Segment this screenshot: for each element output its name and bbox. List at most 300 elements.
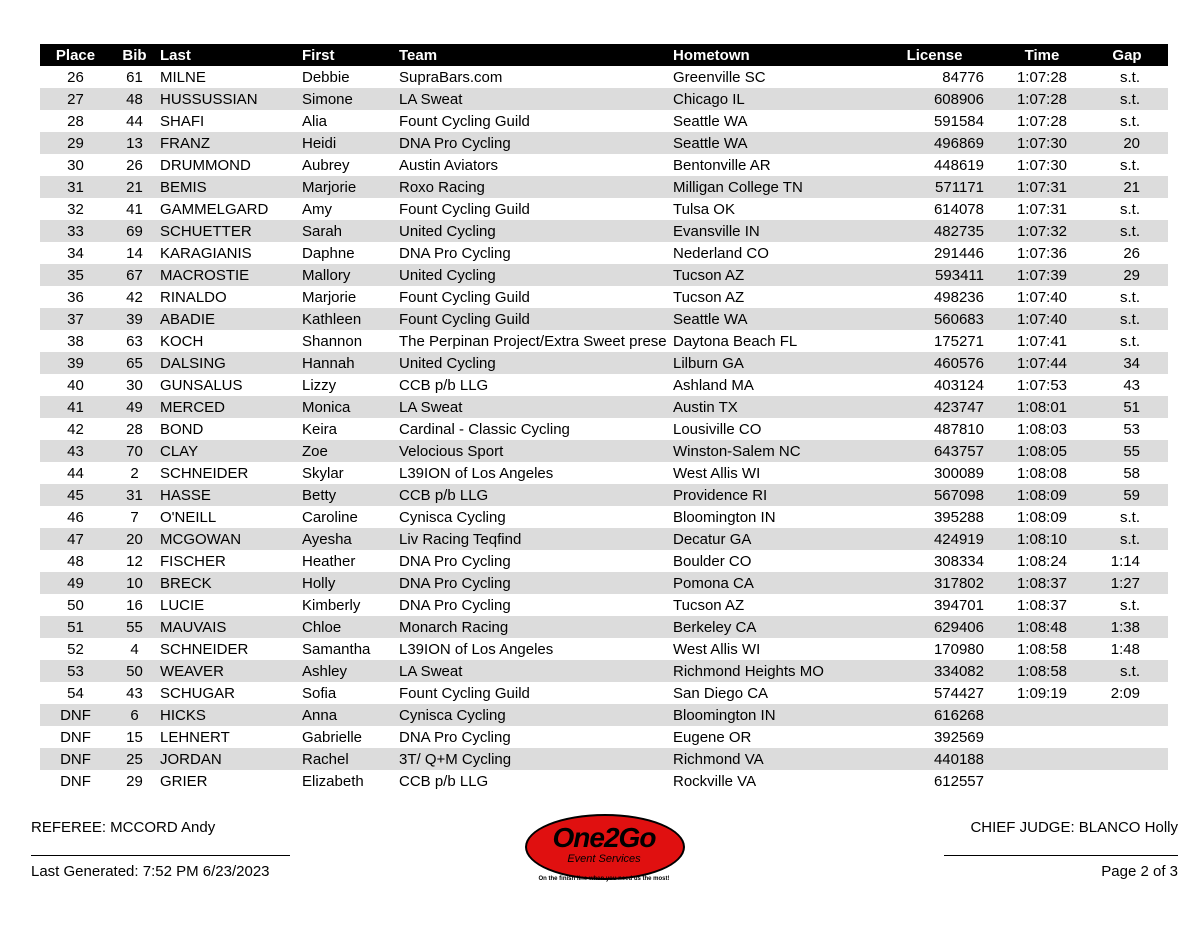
cell-place: 36 bbox=[67, 288, 84, 306]
cell-time: 1:08:03 bbox=[1016, 420, 1068, 438]
cell-bib: 70 bbox=[111, 440, 158, 462]
cell-hometown: San Diego CA bbox=[673, 684, 769, 702]
cell-team: Velocious Sport bbox=[397, 440, 671, 462]
cell-hometown: Ashland MA bbox=[673, 376, 754, 394]
cell-time: 1:08:10 bbox=[998, 528, 1086, 550]
cell-first: Shannon bbox=[302, 332, 363, 350]
cell-first: Betty bbox=[300, 484, 397, 506]
cell-gap: 1:48 bbox=[1110, 640, 1140, 658]
cell-first: Caroline bbox=[302, 508, 358, 526]
table-row bbox=[40, 726, 1168, 748]
cell-last: FRANZ bbox=[158, 132, 300, 154]
cell-last: MERCED bbox=[158, 396, 300, 418]
table-row bbox=[40, 660, 1168, 682]
cell-hometown: Providence RI bbox=[671, 484, 871, 506]
cell-place: 44 bbox=[67, 464, 84, 482]
cell-time: 1:08:09 bbox=[998, 484, 1086, 506]
cell-gap: s.t. bbox=[1119, 68, 1140, 86]
cell-time: 1:07:32 bbox=[998, 220, 1086, 242]
cell-time: 1:08:58 bbox=[998, 660, 1086, 682]
cell-license: 487810 bbox=[933, 420, 984, 438]
cell-team: Fount Cycling Guild bbox=[399, 684, 530, 702]
cell-bib: 10 bbox=[111, 572, 158, 594]
cell-time bbox=[998, 726, 1086, 748]
cell-gap: s.t. bbox=[1119, 596, 1140, 614]
cell-gap: s.t. bbox=[1119, 508, 1140, 526]
cell-first: Elizabeth bbox=[302, 772, 364, 790]
table-row bbox=[40, 154, 1168, 176]
cell-gap: s.t. bbox=[1086, 308, 1168, 330]
col-header-bib: Bib bbox=[111, 44, 158, 66]
cell-license: 423747 bbox=[871, 396, 998, 418]
table-row bbox=[40, 264, 1168, 286]
cell-team: CCB p/b LLG bbox=[399, 376, 489, 394]
cell-last: SHAFI bbox=[160, 112, 205, 130]
header-row bbox=[40, 44, 1168, 66]
col-header-time: Time bbox=[998, 44, 1086, 66]
cell-gap: 2:09 bbox=[1110, 684, 1140, 702]
cell-first: Anna bbox=[300, 704, 397, 726]
cell-team: The Perpinan Project/Extra Sweet prese bbox=[399, 332, 667, 350]
cell-gap: s.t. bbox=[1119, 332, 1140, 350]
col-header-first: First bbox=[300, 44, 397, 66]
cell-bib: 14 bbox=[126, 244, 143, 262]
cell-first: Holly bbox=[300, 572, 397, 594]
table-row bbox=[40, 308, 1168, 330]
cell-first: Heidi bbox=[300, 132, 397, 154]
cell-last: SCHNEIDER bbox=[160, 640, 249, 658]
cell-gap: 26 bbox=[1123, 244, 1140, 262]
cell-hometown: West Allis WI bbox=[673, 464, 761, 482]
cell-team: Austin Aviators bbox=[399, 156, 498, 174]
cell-team: Fount Cycling Guild bbox=[399, 200, 530, 218]
cell-gap: 53 bbox=[1123, 420, 1140, 438]
cell-gap bbox=[1086, 704, 1168, 726]
cell-team: DNA Pro Cycling bbox=[397, 132, 671, 154]
cell-last: BOND bbox=[160, 420, 204, 438]
cell-hometown: Richmond Heights MO bbox=[671, 660, 871, 682]
cell-place: 42 bbox=[67, 420, 84, 438]
cell-first: Simone bbox=[300, 88, 397, 110]
cell-bib: 16 bbox=[126, 596, 143, 614]
cell-license: 629406 bbox=[871, 616, 998, 638]
cell-place: 45 bbox=[40, 484, 111, 506]
cell-place: 34 bbox=[67, 244, 84, 262]
cell-license: 175271 bbox=[933, 332, 984, 350]
cell-first: Debbie bbox=[302, 68, 350, 86]
table-row bbox=[40, 88, 1168, 110]
cell-bib: 65 bbox=[111, 352, 158, 374]
cell-license: 424919 bbox=[871, 528, 998, 550]
cell-license: 560683 bbox=[871, 308, 998, 330]
cell-last: KARAGIANIS bbox=[160, 244, 252, 262]
cell-license: 591584 bbox=[933, 112, 984, 130]
cell-first: Sofia bbox=[302, 684, 337, 702]
cell-bib: 44 bbox=[126, 112, 143, 130]
table-row bbox=[40, 462, 1168, 484]
cell-last: WEAVER bbox=[158, 660, 300, 682]
table-row bbox=[40, 638, 1168, 660]
cell-team: Fount Cycling Guild bbox=[399, 288, 530, 306]
cell-place: DNF bbox=[60, 772, 91, 790]
cell-license: 498236 bbox=[933, 288, 984, 306]
cell-place: 30 bbox=[67, 156, 84, 174]
cell-team: L39ION of Los Angeles bbox=[399, 640, 554, 658]
cell-time bbox=[998, 770, 1086, 792]
cell-bib: 31 bbox=[111, 484, 158, 506]
cell-bib: 29 bbox=[126, 772, 143, 790]
cell-bib: 55 bbox=[111, 616, 158, 638]
cell-license: 170980 bbox=[933, 640, 984, 658]
cell-hometown: Winston-Salem NC bbox=[671, 440, 871, 462]
cell-bib: 30 bbox=[126, 376, 143, 394]
cell-team: DNA Pro Cycling bbox=[399, 596, 511, 614]
table-row bbox=[40, 352, 1168, 374]
cell-bib: 25 bbox=[111, 748, 158, 770]
cell-place: 33 bbox=[40, 220, 111, 242]
cell-first: Samantha bbox=[302, 640, 371, 658]
cell-bib: 6 bbox=[111, 704, 158, 726]
table-row bbox=[40, 550, 1168, 572]
cell-last: ABADIE bbox=[158, 308, 300, 330]
cell-last: GUNSALUS bbox=[160, 376, 243, 394]
cell-time: 1:07:30 bbox=[1016, 156, 1068, 174]
cell-license: 448619 bbox=[933, 156, 984, 174]
cell-gap: 34 bbox=[1086, 352, 1168, 374]
cell-license: 482735 bbox=[871, 220, 998, 242]
cell-place: 49 bbox=[40, 572, 111, 594]
cell-time bbox=[998, 748, 1086, 770]
cell-place: 31 bbox=[40, 176, 111, 198]
cell-place: 52 bbox=[67, 640, 84, 658]
table-row bbox=[40, 66, 1168, 88]
cell-time: 1:07:40 bbox=[998, 308, 1086, 330]
cell-license: 84776 bbox=[942, 68, 984, 86]
cell-hometown: Tucson AZ bbox=[671, 264, 871, 286]
cell-bib: 7 bbox=[130, 508, 139, 526]
cell-license: 291446 bbox=[933, 244, 984, 262]
cell-hometown: Berkeley CA bbox=[671, 616, 871, 638]
cell-gap bbox=[1086, 748, 1168, 770]
cell-place: 32 bbox=[67, 200, 84, 218]
cell-last: FISCHER bbox=[160, 552, 226, 570]
cell-license: 395288 bbox=[933, 508, 984, 526]
cell-bib: 20 bbox=[111, 528, 158, 550]
cell-place: 38 bbox=[67, 332, 84, 350]
cell-place: 40 bbox=[67, 376, 84, 394]
cell-time: 1:07:53 bbox=[1016, 376, 1068, 394]
table-row bbox=[40, 748, 1168, 770]
cell-bib: 67 bbox=[111, 264, 158, 286]
cell-bib: 15 bbox=[126, 728, 143, 746]
cell-last: HICKS bbox=[158, 704, 300, 726]
cell-first: Hannah bbox=[300, 352, 397, 374]
cell-bib: 43 bbox=[126, 684, 143, 702]
cell-team: LA Sweat bbox=[397, 88, 671, 110]
cell-hometown: Decatur GA bbox=[671, 528, 871, 550]
cell-hometown: Bloomington IN bbox=[671, 704, 871, 726]
cell-gap: s.t. bbox=[1119, 156, 1140, 174]
cell-first: Kimberly bbox=[302, 596, 361, 614]
cell-place: 43 bbox=[40, 440, 111, 462]
cell-place: 46 bbox=[67, 508, 84, 526]
cell-bib: 69 bbox=[111, 220, 158, 242]
cell-gap: 59 bbox=[1086, 484, 1168, 506]
cell-license: 496869 bbox=[871, 132, 998, 154]
cell-first: Ashley bbox=[300, 660, 397, 682]
cell-license: 392569 bbox=[933, 728, 984, 746]
col-header-license: License bbox=[871, 44, 998, 66]
cell-first: Lizzy bbox=[302, 376, 337, 394]
table-row bbox=[40, 528, 1168, 550]
table-row bbox=[40, 198, 1168, 220]
cell-gap: s.t. bbox=[1119, 200, 1140, 218]
cell-time: 1:08:37 bbox=[1016, 596, 1068, 614]
cell-time: 1:07:28 bbox=[1016, 112, 1068, 130]
cell-gap: 20 bbox=[1086, 132, 1168, 154]
cell-team: DNA Pro Cycling bbox=[399, 728, 511, 746]
cell-time: 1:08:24 bbox=[1016, 552, 1068, 570]
cell-team: DNA Pro Cycling bbox=[397, 572, 671, 594]
cell-gap bbox=[1086, 726, 1168, 748]
cell-bib: 21 bbox=[111, 176, 158, 198]
results-table bbox=[40, 44, 1168, 792]
col-header-gap: Gap bbox=[1086, 44, 1168, 66]
cell-first: Zoe bbox=[300, 440, 397, 462]
cell-hometown: Tucson AZ bbox=[673, 596, 745, 614]
cell-bib: 41 bbox=[126, 200, 143, 218]
cell-first: Aubrey bbox=[302, 156, 350, 174]
table-row bbox=[40, 616, 1168, 638]
cell-bib: 50 bbox=[111, 660, 158, 682]
cell-place: 51 bbox=[40, 616, 111, 638]
cell-license: 616268 bbox=[871, 704, 998, 726]
cell-place: DNF bbox=[40, 704, 111, 726]
cell-place: 37 bbox=[40, 308, 111, 330]
cell-time: 1:08:09 bbox=[1016, 508, 1068, 526]
cell-place: 54 bbox=[67, 684, 84, 702]
cell-first: Marjorie bbox=[300, 176, 397, 198]
cell-bib: 61 bbox=[126, 68, 143, 86]
cell-gap bbox=[1086, 770, 1168, 792]
cell-hometown: Lilburn GA bbox=[671, 352, 871, 374]
cell-team: United Cycling bbox=[397, 220, 671, 242]
cell-first: Marjorie bbox=[302, 288, 357, 306]
cell-license: 614078 bbox=[933, 200, 984, 218]
cell-license: 612557 bbox=[933, 772, 984, 790]
cell-hometown: Seattle WA bbox=[673, 112, 748, 130]
cell-hometown: Nederland CO bbox=[673, 244, 769, 262]
cell-team: United Cycling bbox=[397, 264, 671, 286]
cell-gap: 51 bbox=[1086, 396, 1168, 418]
cell-last: MCGOWAN bbox=[158, 528, 300, 550]
col-header-place: Place bbox=[40, 44, 111, 66]
cell-last: BRECK bbox=[158, 572, 300, 594]
cell-team: Cynisca Cycling bbox=[397, 704, 671, 726]
table-row bbox=[40, 484, 1168, 506]
cell-bib: 26 bbox=[126, 156, 143, 174]
cell-gap: s.t. bbox=[1086, 660, 1168, 682]
cell-license: 608906 bbox=[871, 88, 998, 110]
cell-gap: 29 bbox=[1086, 264, 1168, 286]
cell-hometown: Chicago IL bbox=[671, 88, 871, 110]
cell-team: Cynisca Cycling bbox=[399, 508, 506, 526]
cell-bib: 42 bbox=[126, 288, 143, 306]
cell-license: 440188 bbox=[871, 748, 998, 770]
cell-team: CCB p/b LLG bbox=[399, 772, 489, 790]
cell-time: 1:07:28 bbox=[998, 88, 1086, 110]
cell-team: Fount Cycling Guild bbox=[399, 112, 530, 130]
table-row bbox=[40, 374, 1168, 396]
cell-bib: 28 bbox=[126, 420, 143, 438]
cell-time: 1:07:36 bbox=[1016, 244, 1068, 262]
cell-bib: 2 bbox=[130, 464, 139, 482]
cell-hometown: Rockville VA bbox=[673, 772, 757, 790]
table-row bbox=[40, 286, 1168, 308]
cell-place: DNF bbox=[60, 728, 91, 746]
cell-time: 1:08:05 bbox=[998, 440, 1086, 462]
cell-team: Roxo Racing bbox=[397, 176, 671, 198]
cell-gap: s.t. bbox=[1119, 112, 1140, 130]
cell-last: GAMMELGARD bbox=[160, 200, 269, 218]
cell-hometown: Pomona CA bbox=[671, 572, 871, 594]
cell-first: Keira bbox=[302, 420, 338, 438]
cell-license: 334082 bbox=[871, 660, 998, 682]
cell-last: HUSSUSSIAN bbox=[158, 88, 300, 110]
cell-gap: s.t. bbox=[1086, 88, 1168, 110]
cell-last: MILNE bbox=[160, 68, 206, 86]
cell-time: 1:07:31 bbox=[1016, 200, 1068, 218]
col-header-last: Last bbox=[158, 44, 300, 66]
cell-team: Cardinal - Classic Cycling bbox=[399, 420, 570, 438]
cell-team: 3T/ Q+M Cycling bbox=[397, 748, 671, 770]
cell-team: LA Sweat bbox=[397, 660, 671, 682]
col-header-hometown: Hometown bbox=[671, 44, 871, 66]
col-header-team: Team bbox=[397, 44, 671, 66]
cell-place: 28 bbox=[67, 112, 84, 130]
cell-license: 308334 bbox=[933, 552, 984, 570]
cell-bib: 48 bbox=[111, 88, 158, 110]
table-row bbox=[40, 418, 1168, 440]
cell-place: 29 bbox=[40, 132, 111, 154]
table-row bbox=[40, 396, 1168, 418]
cell-last: JORDAN bbox=[158, 748, 300, 770]
page-number: Page 2 of 3 bbox=[1101, 863, 1178, 880]
results-body bbox=[40, 66, 1168, 792]
cell-gap: 1:27 bbox=[1086, 572, 1168, 594]
cell-first: Amy bbox=[302, 200, 332, 218]
cell-last: GRIER bbox=[160, 772, 208, 790]
cell-time: 1:07:40 bbox=[1016, 288, 1068, 306]
judge-signature-line bbox=[944, 855, 1178, 856]
cell-license: 574427 bbox=[933, 684, 984, 702]
cell-first: Chloe bbox=[300, 616, 397, 638]
cell-gap: 55 bbox=[1086, 440, 1168, 462]
table-row bbox=[40, 132, 1168, 154]
cell-team: Liv Racing Teqfind bbox=[397, 528, 671, 550]
cell-license: 460576 bbox=[871, 352, 998, 374]
table-row bbox=[40, 506, 1168, 528]
cell-last: KOCH bbox=[160, 332, 204, 350]
cell-place: 39 bbox=[40, 352, 111, 374]
cell-license: 571171 bbox=[871, 176, 998, 198]
table-row bbox=[40, 330, 1168, 352]
cell-hometown: Daytona Beach FL bbox=[673, 332, 798, 350]
cell-team: Monarch Racing bbox=[397, 616, 671, 638]
cell-license: 643757 bbox=[871, 440, 998, 462]
cell-place: 26 bbox=[67, 68, 84, 86]
cell-last: CLAY bbox=[158, 440, 300, 462]
cell-hometown: Lousiville CO bbox=[673, 420, 762, 438]
cell-last: LUCIE bbox=[160, 596, 205, 614]
cell-gap: 58 bbox=[1123, 464, 1140, 482]
cell-team: DNA Pro Cycling bbox=[399, 552, 511, 570]
cell-first: Skylar bbox=[302, 464, 344, 482]
cell-first: Kathleen bbox=[300, 308, 397, 330]
cell-time: 1:09:19 bbox=[1016, 684, 1068, 702]
cell-place: 50 bbox=[67, 596, 84, 614]
cell-hometown: Bentonville AR bbox=[673, 156, 771, 174]
table-row bbox=[40, 242, 1168, 264]
cell-first: Heather bbox=[302, 552, 356, 570]
cell-hometown: Greenville SC bbox=[673, 68, 766, 86]
logo-subtitle: Event Services bbox=[567, 853, 641, 865]
cell-team: L39ION of Los Angeles bbox=[399, 464, 554, 482]
cell-place: 48 bbox=[67, 552, 84, 570]
referee-label: REFEREE: MCCORD Andy bbox=[31, 819, 216, 836]
cell-team: Fount Cycling Guild bbox=[397, 308, 671, 330]
cell-place: DNF bbox=[40, 748, 111, 770]
cell-first: Sarah bbox=[300, 220, 397, 242]
cell-time: 1:07:39 bbox=[998, 264, 1086, 286]
cell-hometown: Bloomington IN bbox=[673, 508, 776, 526]
table-row bbox=[40, 176, 1168, 198]
cell-gap: s.t. bbox=[1119, 288, 1140, 306]
cell-hometown: Tucson AZ bbox=[673, 288, 745, 306]
table-row bbox=[40, 682, 1168, 704]
cell-team: LA Sweat bbox=[397, 396, 671, 418]
cell-time: 1:07:30 bbox=[998, 132, 1086, 154]
cell-first: Gabrielle bbox=[302, 728, 363, 746]
cell-license: 300089 bbox=[933, 464, 984, 482]
table-row bbox=[40, 220, 1168, 242]
one2go-logo bbox=[519, 812, 689, 890]
cell-hometown: West Allis WI bbox=[673, 640, 761, 658]
cell-gap: 21 bbox=[1086, 176, 1168, 198]
cell-gap: 1:38 bbox=[1086, 616, 1168, 638]
cell-bib: 39 bbox=[111, 308, 158, 330]
cell-last: DRUMMOND bbox=[160, 156, 251, 174]
cell-last: SCHUGAR bbox=[160, 684, 236, 702]
last-generated: Last Generated: 7:52 PM 6/23/2023 bbox=[31, 863, 270, 880]
cell-last: BEMIS bbox=[158, 176, 300, 198]
cell-bib: 12 bbox=[126, 552, 143, 570]
cell-bib: 13 bbox=[111, 132, 158, 154]
cell-last: SCHUETTER bbox=[158, 220, 300, 242]
cell-hometown: Eugene OR bbox=[673, 728, 752, 746]
cell-time bbox=[998, 704, 1086, 726]
cell-first: Alia bbox=[302, 112, 328, 130]
table-row bbox=[40, 770, 1168, 792]
cell-hometown: Seattle WA bbox=[671, 132, 871, 154]
table-row bbox=[40, 110, 1168, 132]
chief-judge-label: CHIEF JUDGE: BLANCO Holly bbox=[970, 819, 1178, 836]
cell-last: LEHNERT bbox=[160, 728, 230, 746]
cell-hometown: Tulsa OK bbox=[673, 200, 735, 218]
cell-last: SCHNEIDER bbox=[160, 464, 249, 482]
cell-license: 567098 bbox=[871, 484, 998, 506]
cell-first: Ayesha bbox=[300, 528, 397, 550]
